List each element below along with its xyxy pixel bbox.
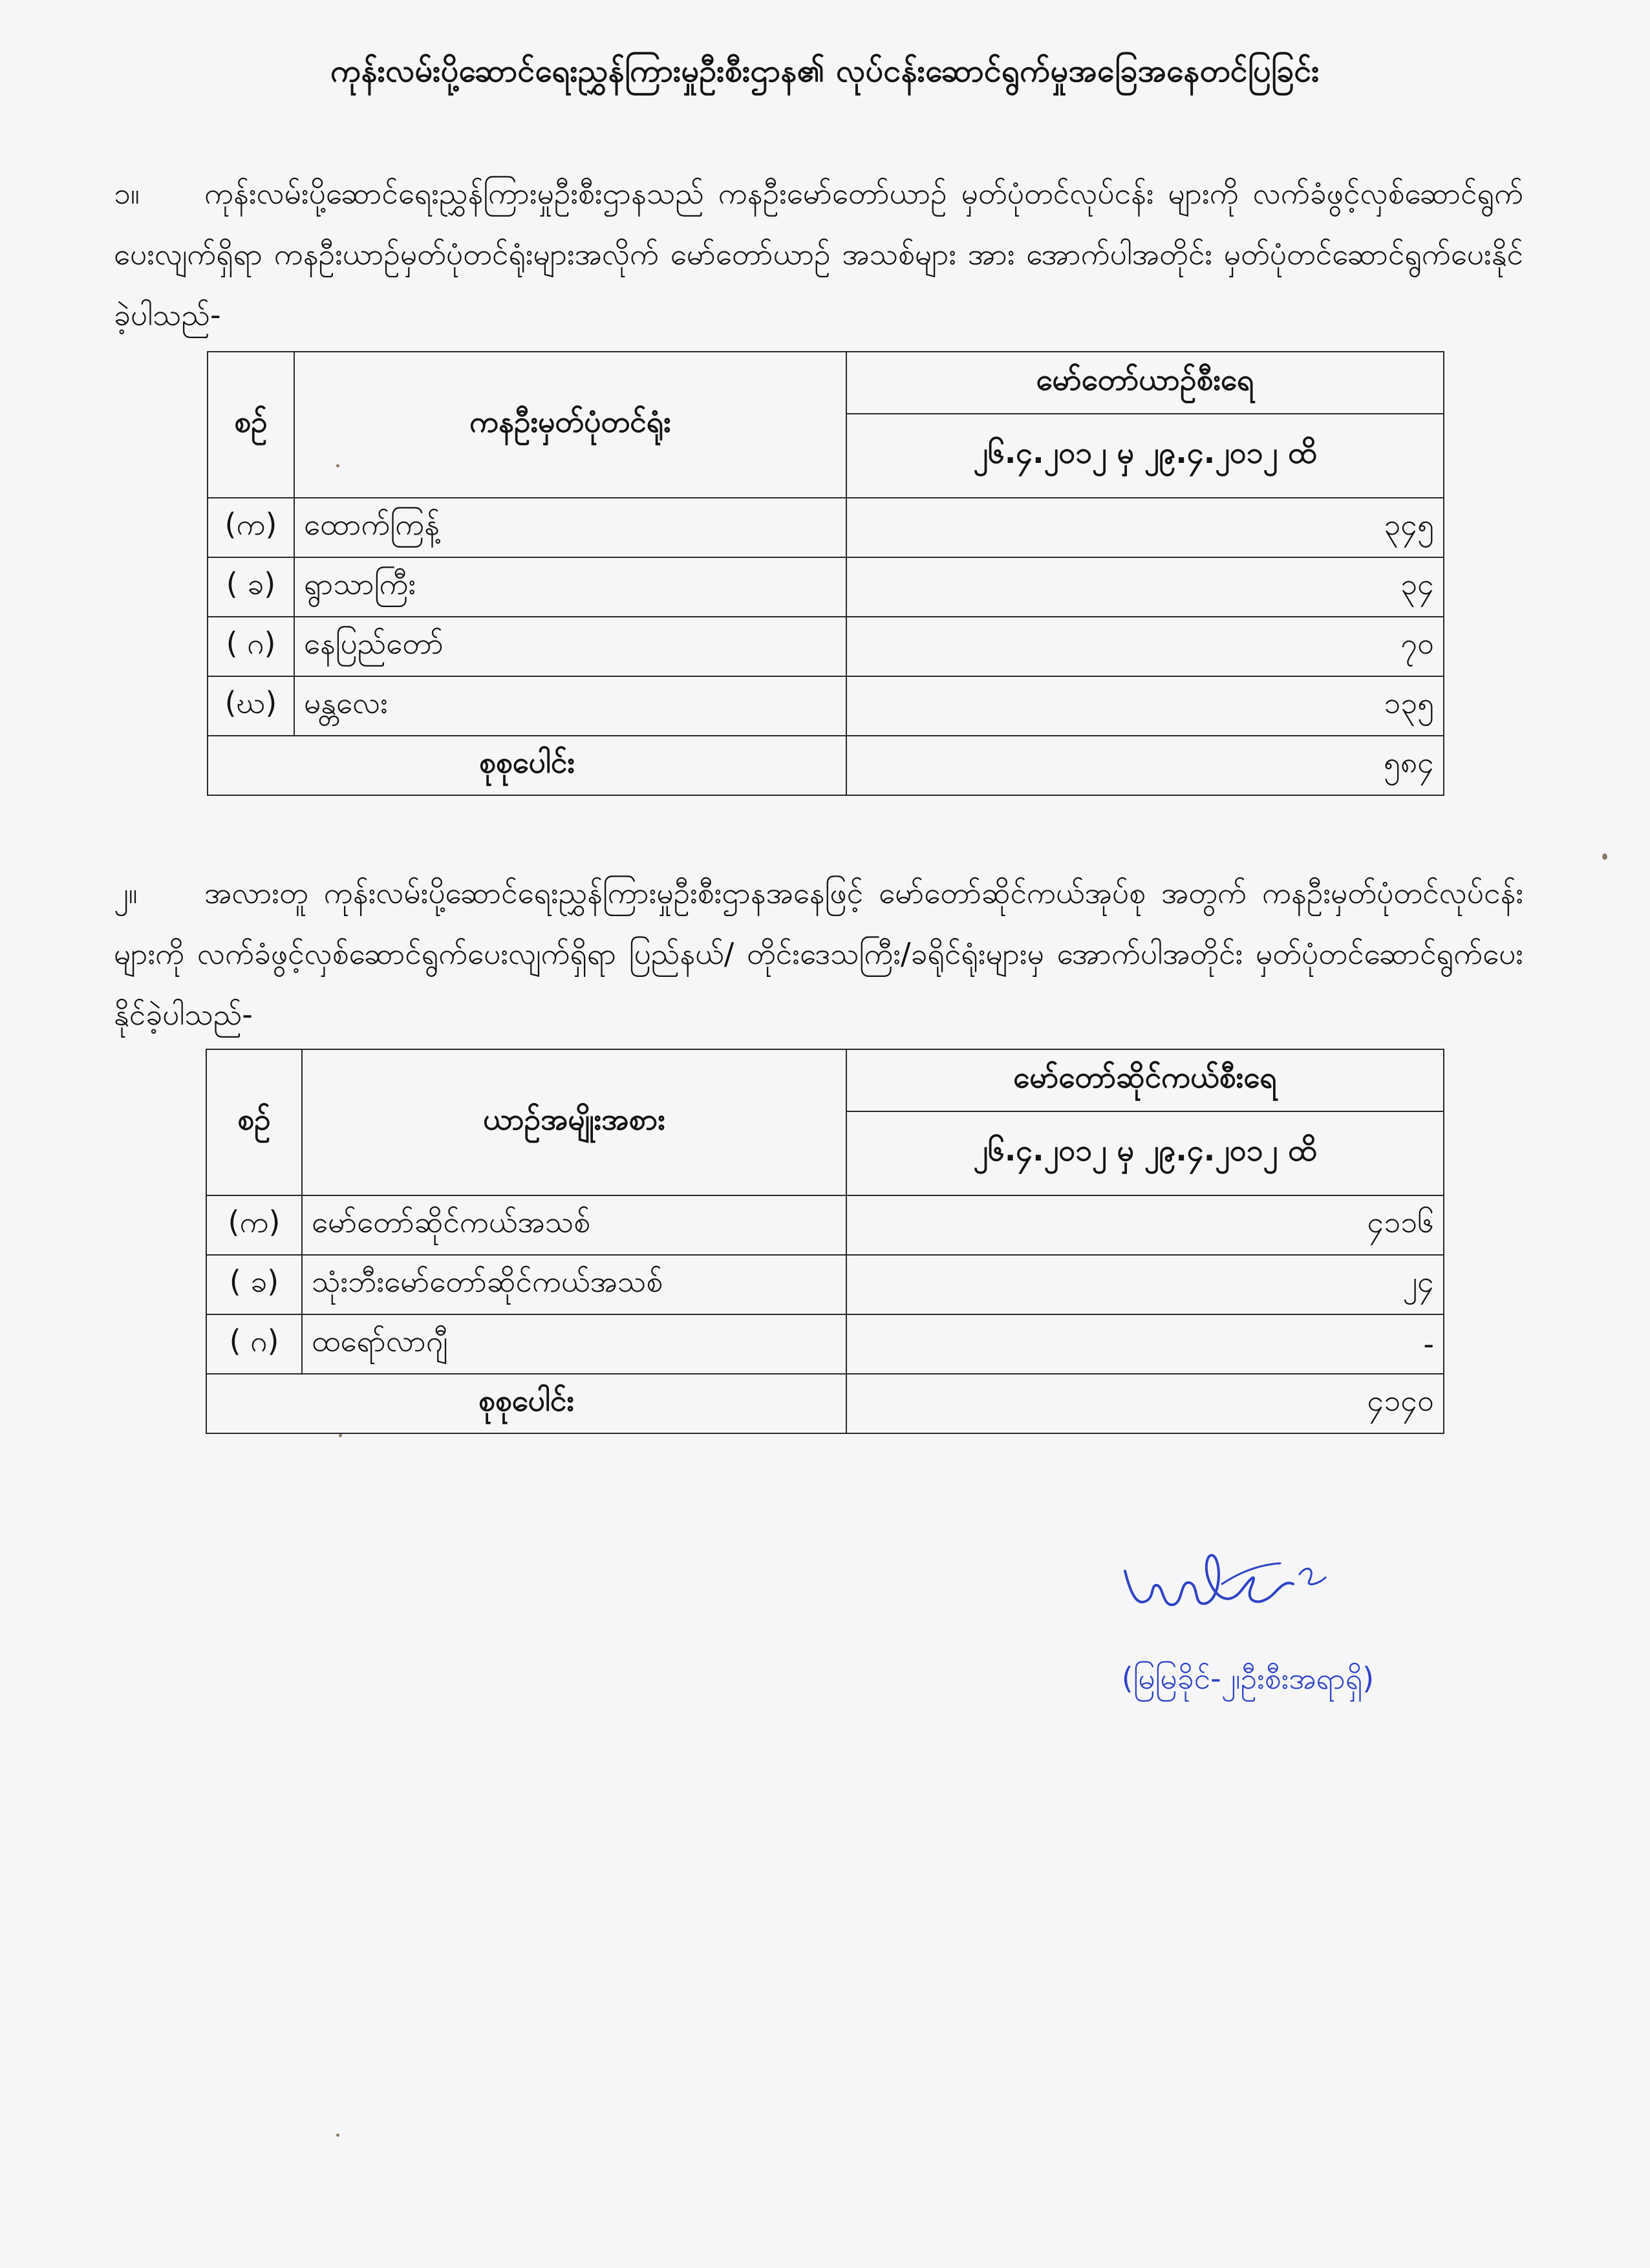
scan-speck	[336, 2134, 339, 2137]
col-header-date-range: ၂၆.၄.၂၀၁၂ မှ ၂၉.၄.၂၀၁၂ ထိ	[846, 1111, 1444, 1195]
total-row	[206, 1374, 1444, 1433]
row-value: ၂၄	[846, 1255, 1444, 1314]
row-value: ၄၁၁၆	[846, 1195, 1444, 1255]
section-1-number: ၁။	[114, 176, 140, 211]
registration-office-table	[207, 351, 1444, 796]
col-header-office: ကနဦးမှတ်ပုံတင်ရုံး	[294, 352, 846, 498]
motorcycle-table	[206, 1049, 1444, 1434]
row-sn: ( ခ)	[208, 557, 294, 617]
scan-speck	[336, 464, 339, 467]
row-sn: ( ခ)	[206, 1255, 302, 1314]
row-vehicle-type: သုံးဘီးမော်တော်ဆိုင်ကယ်အသစ်	[302, 1255, 846, 1314]
total-value: ၅၈၄	[846, 736, 1444, 795]
row-sn: (က)	[206, 1195, 302, 1255]
section-2-number: ၂။	[114, 875, 138, 910]
table-row	[208, 498, 1444, 557]
row-sn: ( ဂ)	[206, 1314, 302, 1374]
row-value: ၁၃၅	[846, 676, 1444, 736]
table-row	[206, 1314, 1444, 1374]
row-value: -	[846, 1314, 1444, 1374]
total-row	[208, 736, 1444, 795]
col-header-sn: စဉ်	[206, 1049, 302, 1195]
page-title: ကုန်းလမ်းပို့ဆောင်ရေးညွှန်ကြားမှုဦးစီးဌာန၏ လုပ်ငန်းဆောင်ရွက်မှုအခြေအနေတင်ပြခြင်း	[330, 53, 1320, 89]
total-label: စုစုပေါင်း	[208, 736, 846, 795]
section-2-paragraph	[114, 862, 1523, 1045]
signer-name: (မြမြခိုင်-၂၊ဦးစီးအရာရှိ)	[1121, 1661, 1375, 1696]
row-office: မန္တလေး	[294, 676, 846, 736]
col-header-vehicle-type: ယာဉ်အမျိုးအစား	[302, 1049, 846, 1195]
row-office: ရွာသာကြီး	[294, 557, 846, 617]
row-value: ၃၄၅	[846, 498, 1444, 557]
scan-speck	[1602, 853, 1607, 860]
table-row	[208, 676, 1444, 736]
row-sn: (က)	[208, 498, 294, 557]
row-value: ၃၄	[846, 557, 1444, 617]
signature-scribble	[1112, 1545, 1371, 1629]
section-1-paragraph	[114, 163, 1523, 345]
col-header-vehicle-count: မော်တော်ယာဉ်စီးရေ	[846, 352, 1444, 414]
row-value: ၇၀	[846, 617, 1444, 676]
col-header-sn: စဉ်	[208, 352, 294, 498]
total-value: ၄၁၄၀	[846, 1374, 1444, 1433]
section-2-text: အလားတူ ကုန်းလမ်းပို့ဆောင်ရေးညွှန်ကြားမှုဦးစီးဌာနအနေဖြင့် မော်တော်ဆိုင်ကယ်အုပ်စု အတွက် ကနဦးမှတ်ပုံတင်လုပ်ငန်းများကို လက်ခံဖွင့်လှစ်ဆောင်ရွက်ပေးလျက်ရှိရာ ပြည်နယ်/ တိုင်းဒေသကြီး/ခရိုင်ရုံးများမှ အောက်ပါအတိုင်း မှတ်ပုံတင်ဆောင်ရွက်ပေးနိုင်ခဲ့ပါသည်-	[114, 875, 1523, 1032]
row-sn: (ဃ)	[208, 676, 294, 736]
row-office: နေပြည်တော်	[294, 617, 846, 676]
table-row	[208, 617, 1444, 676]
col-header-date-range: ၂၆.၄.၂၀၁၂ မှ ၂၉.၄.၂၀၁၂ ထိ	[846, 414, 1444, 498]
row-sn: ( ဂ)	[208, 617, 294, 676]
row-vehicle-type: မော်တော်ဆိုင်ကယ်အသစ်	[302, 1195, 846, 1255]
scan-speck	[339, 1434, 342, 1437]
table-row	[206, 1195, 1444, 1255]
table-row	[206, 1255, 1444, 1314]
table-row	[208, 557, 1444, 617]
row-vehicle-type: ထရော်လာဂျီ	[302, 1314, 846, 1374]
total-label: စုစုပေါင်း	[206, 1374, 846, 1433]
section-1-text: ကုန်းလမ်းပို့ဆောင်ရေးညွှန်ကြားမှုဦးစီးဌာနသည် ကနဦးမော်တော်ယာဉ် မှတ်ပုံတင်လုပ်ငန်း များကို လက်ခံဖွင့်လှစ်ဆောင်ရွက်ပေးလျက်ရှိရာ ကနဦးယာဉ်မှတ်ပုံတင်ရုံးများအလိုက် မော်တော်ယာဉ် အသစ်များ အား အောက်ပါအတိုင်း မှတ်ပုံတင်ဆောင်ရွက်ပေးနိုင်ခဲ့ပါသည်-	[114, 176, 1523, 332]
col-header-motorcycle-count: မော်တော်ဆိုင်ကယ်စီးရေ	[846, 1049, 1444, 1111]
row-office: ထောက်ကြန့်	[294, 498, 846, 557]
